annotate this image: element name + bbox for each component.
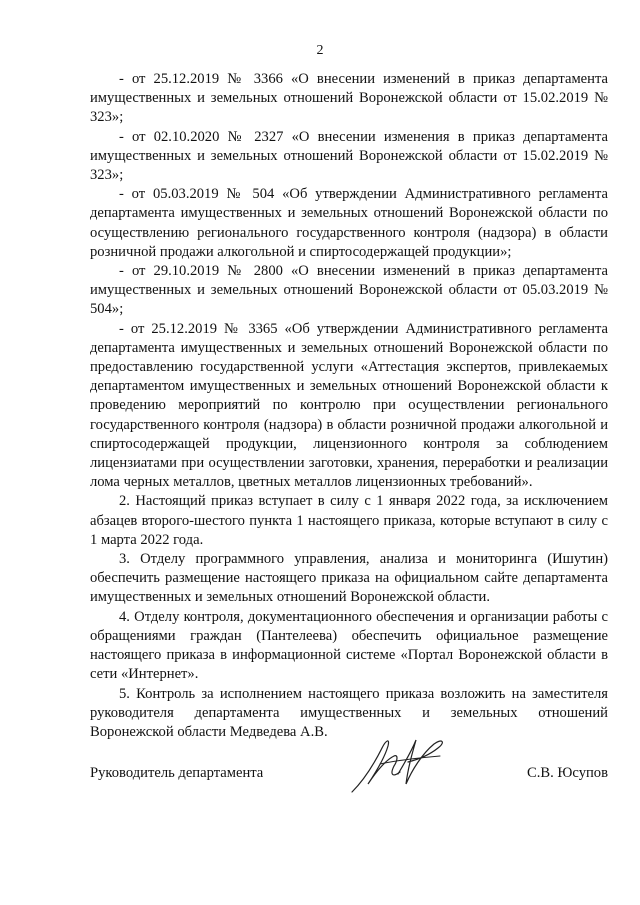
paragraph-9: 5. Контроль за исполнением настоящего приказа возложить на заместителя руководителя департамента имущественных и земельных отношений Воронежской области Медведева А.В. — [90, 685, 608, 740]
paragraph-8: 4. Отделу контроля, документационного обеспечения и организации работы с обращениями граждан (Пантелеева) обеспечить официальное размещение настоящего приказа в информационной системе «Портал Воронежской области в сети «Интернет». — [90, 608, 608, 683]
signatory-title: Руководитель департамента — [90, 765, 264, 781]
signature-block — [90, 748, 608, 788]
paragraph-5: - от 25.12.2019 № 3365 «Об утверждении Административного регламента департамента имущественных и земельных отношений Воронежской области по предоставлению государственной услуги «Аттестация экспертов, привлекаемых департаментом имущественных и земельных отношений Воронежской области к проведению мероприятий по контролю при осуществлении регионального государственного контроля (надзора) в области розничной продажи алкогольной и спиртосодержащей продукции, лицензионного контроля за соблюдением лицензиатами при осуществлении заготовки, хранения, переработки и реализации лома черных металлов, цветных металлов лицензионных требований». — [90, 320, 608, 491]
paragraph-6: 2. Настоящий приказ вступает в силу с 1 января 2022 года, за исключением абзацев второго-шестого пункта 1 настоящего приказа, которые вступают в силу с 1 марта 2022 года. — [90, 493, 608, 548]
paragraph-1: - от 25.12.2019 № 3366 «О внесении изменений в приказ департамента имущественных и земельных отношений Воронежской области от 15.02.2019 № 323»; — [90, 71, 608, 126]
page-number: 2 — [316, 43, 324, 58]
paragraph-2: - от 02.10.2020 № 2327 «О внесении изменения в приказ департамента имущественных и земельных отношений Воронежской области от 15.02.2019 № 323»; — [90, 128, 608, 184]
paragraph-3: - от 05.03.2019 № 504 «Об утверждении Административного регламента департамента имущественных и земельных отношений Воронежской области по осуществлению регионального государственного контроля (надзора) в области розничной продажи алкогольной и спиртосодержащей продукции»; — [90, 186, 608, 260]
paragraph-4: - от 29.10.2019 № 2800 «О внесении изменений в приказ департамента имущественных и земельных отношений Воронежской области от 05.03.2019 № 504»; — [90, 263, 608, 318]
paragraph-7: 3. Отделу программного управления, анализа и мониторинга (Ишутин) обеспечить размещение настоящего приказа на официальном сайте департамента имущественных и земельных отношений Воронежской области. — [90, 551, 608, 606]
signatory-name: С.В. Юсупов — [527, 765, 608, 781]
handwritten-signature — [342, 734, 452, 796]
document-body — [90, 70, 608, 742]
